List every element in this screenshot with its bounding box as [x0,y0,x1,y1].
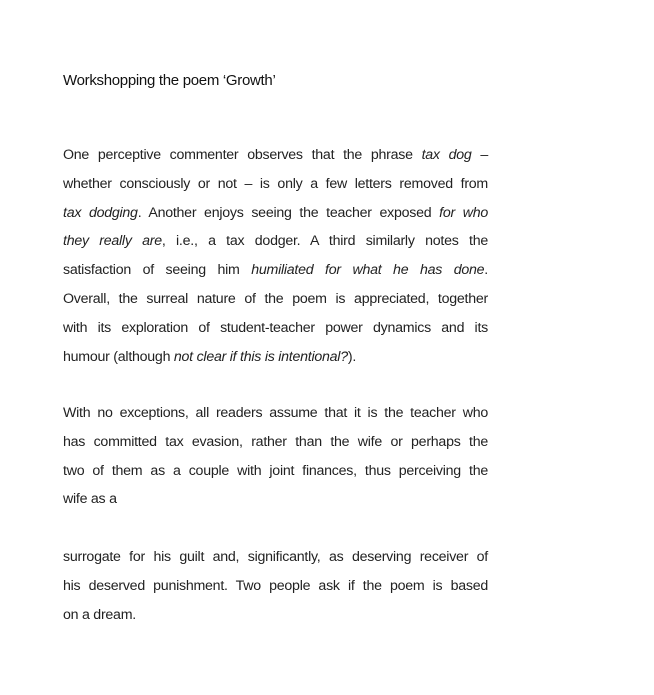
text-line: satisfaction of seeing him humiliated for what he has done. [63,262,488,279]
paragraph-commenters [63,141,488,371]
paragraph-readers-assume [63,399,488,514]
text-line: has committed tax evasion, rather than the wife or perhaps the [63,433,488,450]
text-line: wife as a [63,491,117,508]
text-line: on a dream. [63,606,136,623]
text-line: tax dodging. Another enjoys seeing the teacher exposed for who [63,204,488,221]
paragraph-surrogate [63,543,488,629]
text-line: whether consciously or not – is only a few letters removed from [63,175,488,192]
text-line: Overall, the surreal nature of the poem is appreciated, together [63,290,488,307]
page-title: Workshopping the poem ‘Growth’ [63,72,276,89]
text-line: surrogate for his guilt and, significantly, as deserving receiver of [63,549,488,565]
text-line: humour (although not clear if this is intentional?). [63,348,357,365]
text-line: One perceptive commenter observes that the phrase tax dog – [63,147,488,163]
text-line: two of them as a couple with joint finances, thus perceiving the [63,462,488,479]
text-line: With no exceptions, all readers assume that it is the teacher who [63,405,488,421]
text-line: his deserved punishment. Two people ask if the poem is based [63,577,488,594]
text-line: with its exploration of student-teacher power dynamics and its [63,319,488,336]
text-line: they really are, i.e., a tax dodger. A third similarly notes the [63,233,489,250]
